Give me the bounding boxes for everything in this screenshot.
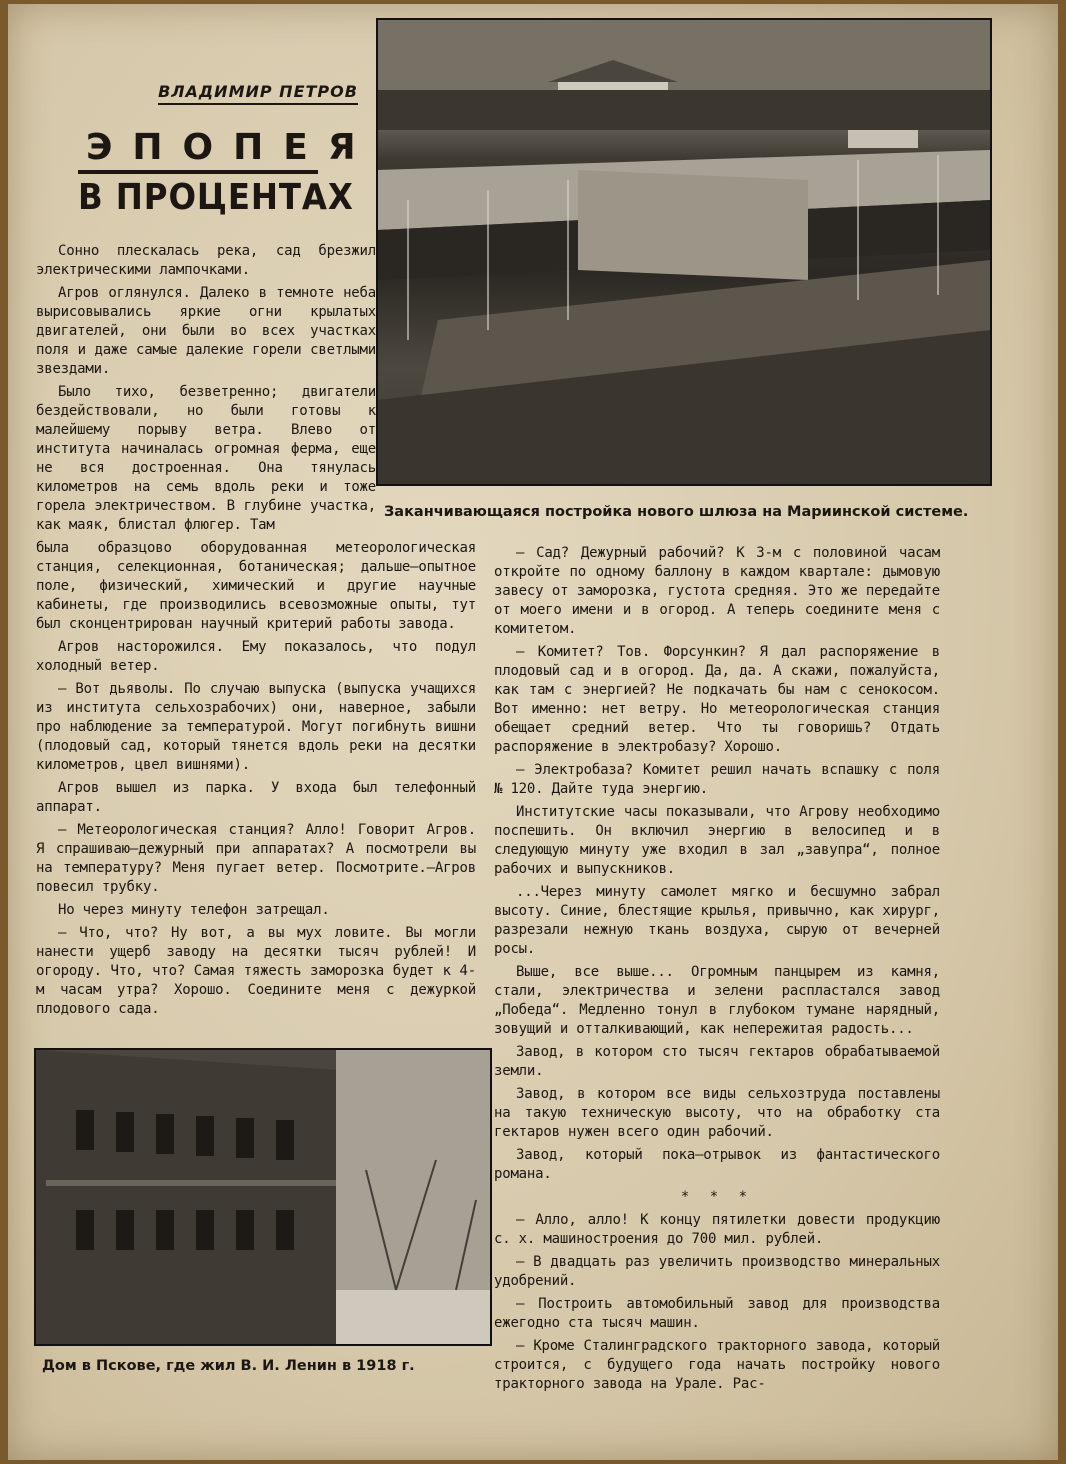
pskov-house-illustration (36, 1050, 490, 1344)
paragraph: Завод, в котором все виды сельхозтруда поставлены на такую техническую высоту, что на обработку ста гектаров нужен всего один рабочий. (494, 1086, 940, 1140)
bottom-photo-caption: Дом в Пскове, где жил В. И. Ленин в 1918 г. (42, 1358, 415, 1374)
paragraph: — Построить автомобильный завод для производства ежегодно ста тысяч машин. (494, 1296, 940, 1331)
left-column-wide (36, 539, 476, 1019)
paragraph: была образцово оборудованная метеорологическая станция, селекционная, ботаническая; дальше—опытное поле, физический, химический и другие научные кабинеты, где производились всевозможные опыты, тут был сконцентрирован научный критерий работы завода. (36, 540, 476, 632)
paragraph: Завод, который пока—отрывок из фантастического романа. (494, 1147, 940, 1182)
paragraph: Но через минуту телефон затрещал. (58, 902, 330, 918)
paragraph: Выше, все выше... Огромным панцырем из камня, стали, электричества и зелени распластался завод „Победа“. Медленно тонул в глубоком тумане нарядный, зовущий и отталкивающий, как непережитая радость... (494, 964, 940, 1037)
paragraph: ...Через минуту самолет мягко и бесшумно забрал высоту. Синие, блестящие крылья, привычно, как хирург, разрезали нежную ткань воздуха, сырую от вечерней росы. (494, 884, 940, 957)
paragraph: — Кроме Сталинградского тракторного завода, который строится, с будущего года начать постройку нового тракторного завода на Урале. Рас- (494, 1338, 940, 1392)
paragraph: — Что, что? Ну вот, а вы мух ловите. Вы могли нанести ущерб заводу на десятки тысяч рублей! И огороду. Что, что? Самая тяжесть заморозка будет к 4-м часам утра? Хорошо. Соедините меня с дежуркой плодового сада. (36, 925, 476, 1017)
left-column (36, 242, 476, 1023)
title-line-1: ЭПОПЕЯ (78, 126, 318, 174)
paragraph: Было тихо, безветренно; двигатели бездействовали, но были готовы к малейшему порыву ветра. Влево от института начиналась огромная ферма, еще не вся достроенная. Она тянулась километров на семь вдоль реки и тоже горела электричеством. В глубине участка, как маяк, блистал флюгер. Там (36, 384, 376, 533)
right-column (494, 544, 940, 1398)
pskov-house-photo (34, 1048, 492, 1346)
paragraph: Агров оглянулся. Далеко в темноте неба вырисовывались яркие огни крылатых двигателей, они были во всех участках поля и даже самые далекие горели светлыми звездами. (36, 285, 376, 377)
top-photo-caption: Заканчивающаяся постройка нового шлюза на Мариинской системе. (384, 504, 969, 520)
paragraph: — Сад? Дежурный рабочий? К 3-м с половиной часам откройте по одному баллону в каждом квартале: дымовую завесу от заморозка, густота средняя. Это же передайте от моего имени и в огород. А теперь соедините меня с комитетом. (494, 545, 940, 637)
paragraph: — Комитет? Тов. Форсункин? Я дал распоряжение в плодовый сад и в огород. Да, да. А скажи, пожалуйста, как там с энергией? Не подкачать бы нам с сенокосом. Вот именно: нет ветру. Но метеорологическая станция обещает средний ветер. Что ты говоришь? Отдать распоряжение в электробазу? Хорошо. (494, 644, 940, 755)
paragraph: — Вот дьяволы. По случаю выпуска (выпуска учащихся из института сельхозрабочих) они, наверное, забыли про наблюдение за температурой. Могут погибнуть вишни (плодовый сад, который тянется вдоль реки на десятки километров, цвел вишнями). (36, 681, 476, 773)
article-author: ВЛАДИМИР ПЕТРОВ (158, 82, 358, 105)
article-title (78, 126, 376, 222)
paragraph: Завод, в котором сто тысяч гектаров обрабатываемой земли. (494, 1044, 940, 1079)
paragraph: Институтские часы показывали, что Агрову необходимо поспешить. Он включил энергию в велосипед и в следующую минуту уже входил в зал „завупра“, полное рабочих и выпускников. (494, 804, 940, 877)
magazine-page (8, 4, 1058, 1460)
paragraph: — Электробаза? Комитет решил начать вспашку с поля № 120. Дайте туда энергию. (494, 762, 940, 797)
section-separator: * * * (680, 1189, 754, 1205)
paragraph: Агров насторожился. Ему показалось, что подул холодный ветер. (36, 639, 476, 674)
paragraph: — Алло, алло! К концу пятилетки довести продукцию с. х. машиностроения до 700 мил. рублей. (494, 1212, 940, 1247)
title-line-2: В ПРОЦЕНТАХ (78, 177, 354, 218)
paragraph: Агров вышел из парка. У входа был телефонный аппарат. (36, 780, 476, 815)
paragraph: Сонно плескалась река, сад брезжил электрическими лампочками. (36, 243, 376, 278)
left-column-narrow (36, 242, 376, 535)
paragraph: — В двадцать раз увеличить производство минеральных удобрений. (494, 1254, 940, 1289)
paragraph: — Метеорологическая станция? Алло! Говорит Агров. Я спрашиваю—дежурный при аппаратах? А посмотрели вы на температуру? Меня пугает ветер. Посмотрите.—Агров повесил трубку. (36, 822, 476, 895)
